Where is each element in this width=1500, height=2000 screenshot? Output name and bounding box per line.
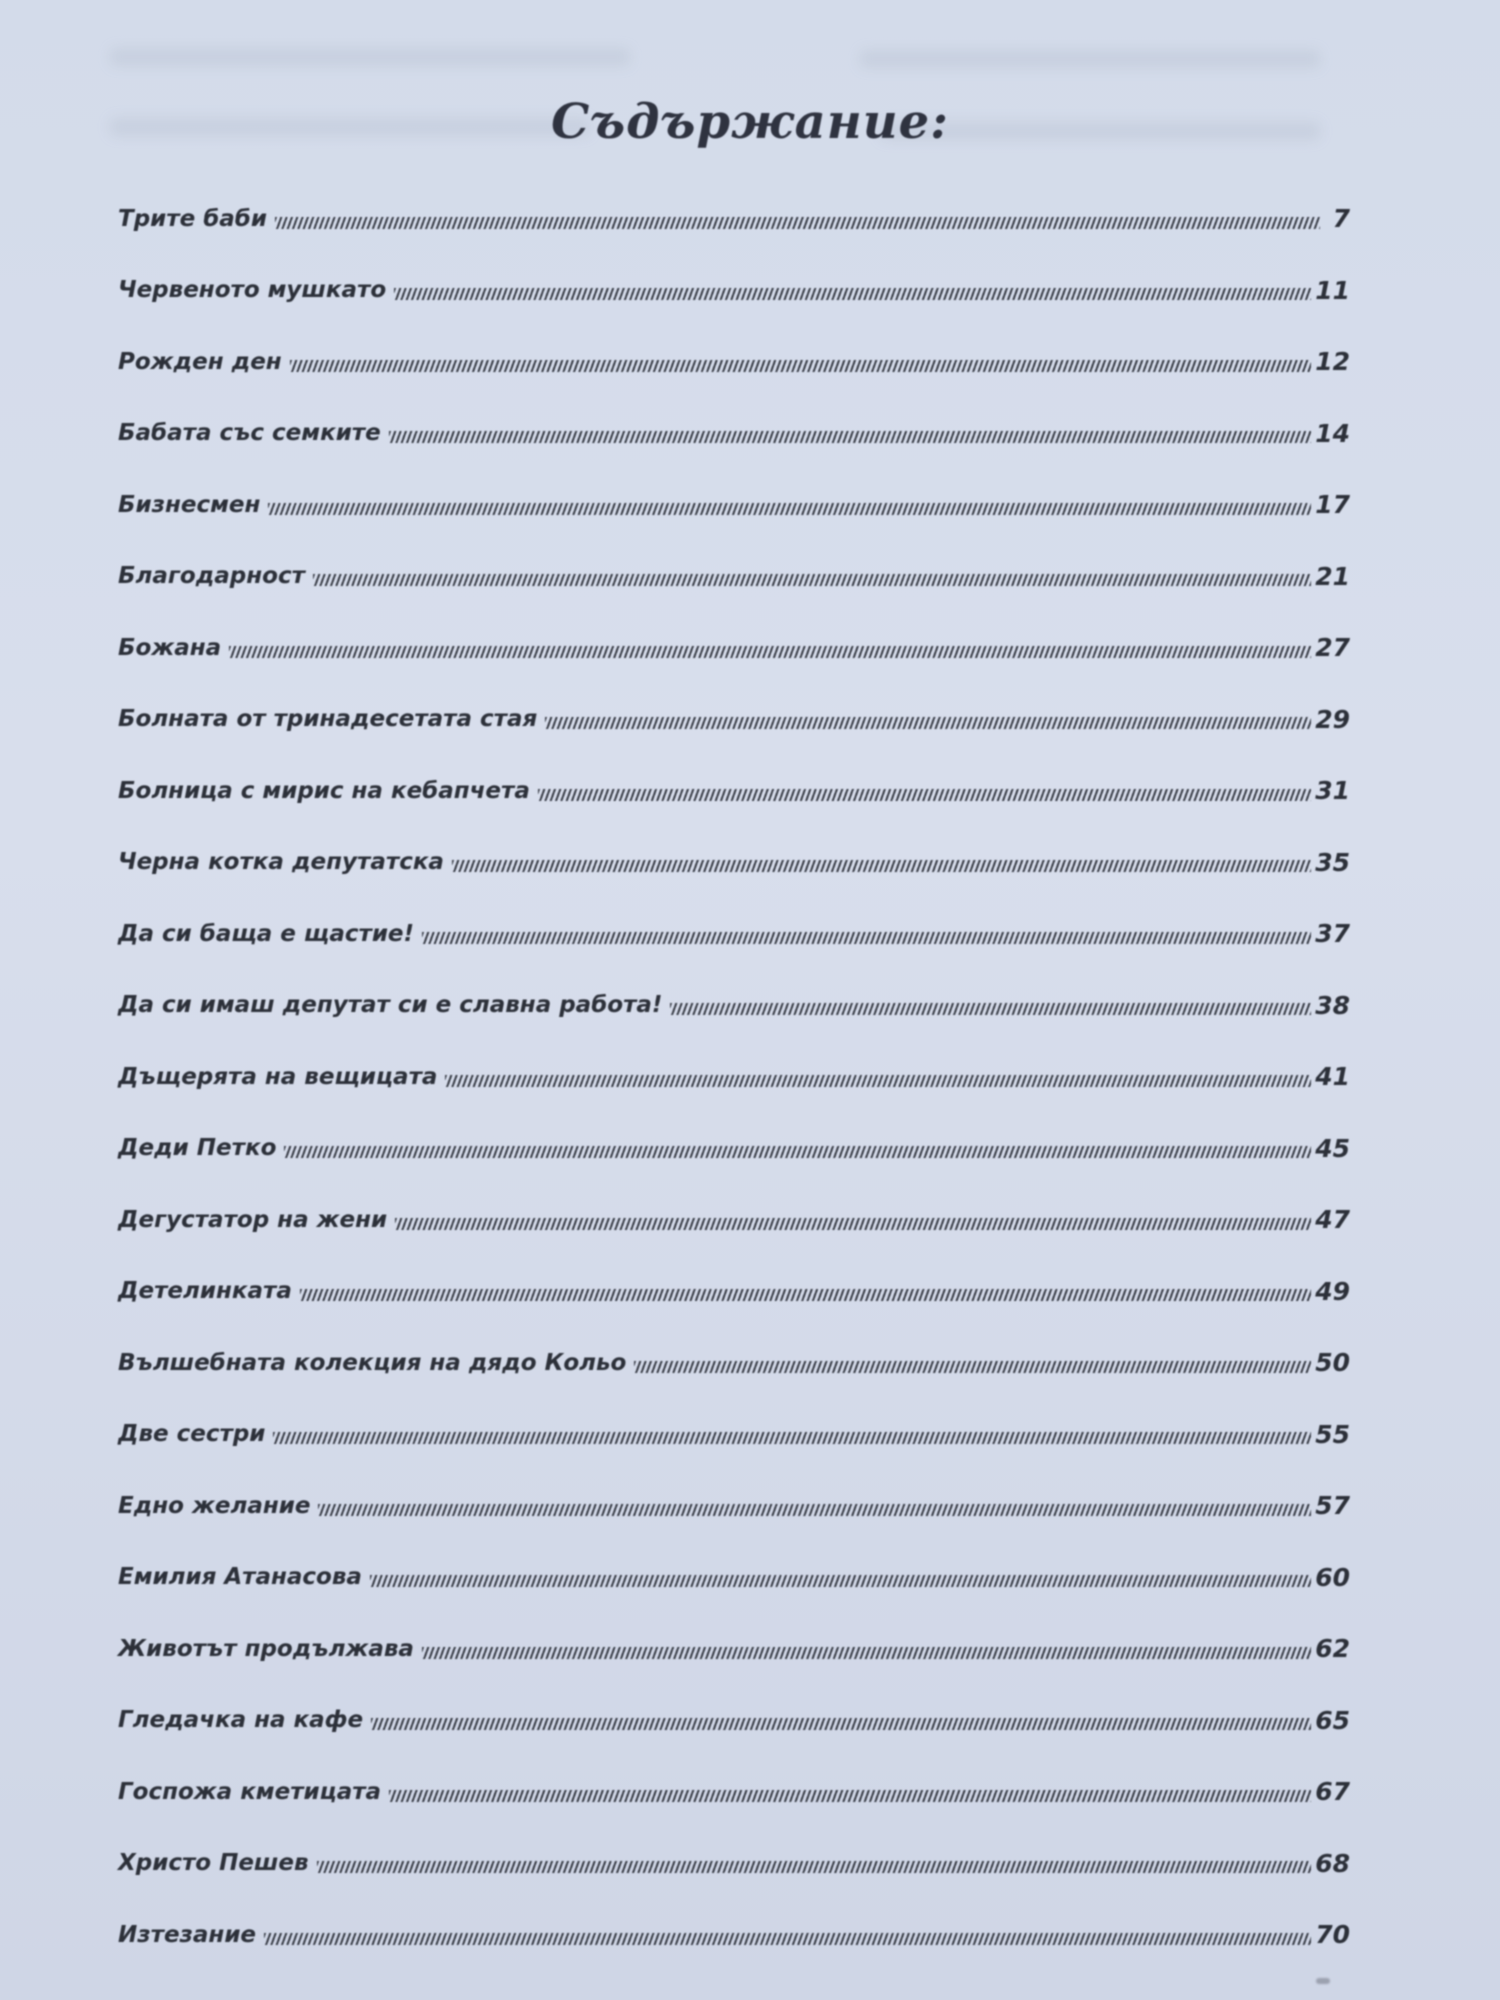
- dot-leader: [284, 1146, 1311, 1158]
- toc-entry-title: Животът продължава: [118, 1635, 414, 1662]
- toc-entry-title: Дъщерята на вещицата: [118, 1063, 438, 1090]
- toc-entry-title: Емилия Атанасова: [118, 1564, 362, 1591]
- toc-entry-page-number: 29: [1315, 704, 1350, 734]
- toc-entry: [118, 684, 1350, 756]
- dot-leader: [634, 1361, 1311, 1373]
- toc-entry-title: Рожден ден: [118, 348, 282, 375]
- toc-entry-title: Едно желание: [118, 1492, 311, 1519]
- toc-entry: [118, 1256, 1350, 1328]
- toc-entry: [118, 827, 1350, 899]
- toc-entry-title: Благодарност: [118, 563, 305, 590]
- dot-leader: [545, 717, 1311, 729]
- toc-entry-page-number: 12: [1315, 347, 1350, 377]
- toc-entry: [118, 755, 1350, 827]
- toc-entry-page-number: 38: [1315, 990, 1350, 1020]
- toc-entry: [118, 541, 1350, 613]
- page-title: Съдържание:: [551, 94, 949, 151]
- toc-entry: [118, 1685, 1350, 1757]
- dot-leader: [670, 1003, 1311, 1015]
- toc-entry-title: Вълшебната колекция на дядо Кольо: [118, 1349, 627, 1376]
- toc-entry: [118, 1184, 1350, 1256]
- toc-entry: [118, 1542, 1350, 1614]
- toc-entry-page-number: 49: [1315, 1276, 1350, 1306]
- toc-entry: [118, 1470, 1350, 1542]
- toc-entry-title: Госпожа кметицата: [118, 1778, 382, 1805]
- toc-entry-page-number: 17: [1315, 490, 1350, 520]
- toc-entry-title: Болница с мирис на кебапчета: [118, 777, 530, 804]
- dot-leader: [371, 1718, 1311, 1730]
- toc-entry-page-number: 62: [1315, 1634, 1350, 1664]
- toc-entry: [118, 970, 1350, 1042]
- dot-leader: [313, 574, 1311, 586]
- dot-leader: [317, 1861, 1312, 1873]
- toc-entry-page-number: 57: [1315, 1491, 1350, 1521]
- dot-leader: [290, 360, 1312, 372]
- toc-entry-title: Божана: [118, 634, 222, 661]
- toc-entry: [118, 1327, 1350, 1399]
- toc-entry-page-number: 60: [1315, 1562, 1350, 1592]
- toc-entry-page-number: 37: [1315, 919, 1350, 949]
- toc-entry-title: Да си имаш депутат си е славна работа!: [118, 992, 663, 1019]
- toc-entry: [118, 326, 1350, 398]
- toc-entry-page-number: 70: [1315, 1920, 1350, 1950]
- dot-leader: [275, 217, 1320, 229]
- dot-leader: [389, 1790, 1311, 1802]
- toc-entry: [118, 255, 1350, 327]
- toc-entry-title: Христо Пешев: [118, 1850, 309, 1877]
- toc-entry-page-number: 55: [1315, 1419, 1350, 1449]
- toc-entry-page-number: 21: [1315, 561, 1350, 591]
- toc-entry-page-number: 7: [1332, 204, 1350, 234]
- toc-entry-page-number: 67: [1315, 1777, 1350, 1807]
- bleed-through-line: [860, 50, 1320, 68]
- toc-entry-title: Да си баща е щастие!: [118, 920, 415, 947]
- dot-leader: [273, 1432, 1311, 1444]
- dot-leader: [370, 1575, 1311, 1587]
- toc-entry-title: Бабата със семките: [118, 420, 381, 447]
- toc-entry-page-number: 14: [1315, 418, 1350, 448]
- toc-entry: [118, 1613, 1350, 1685]
- dot-leader: [445, 1075, 1311, 1087]
- toc-entry-page-number: 47: [1315, 1205, 1350, 1235]
- toc-entry-page-number: 68: [1315, 1848, 1350, 1878]
- dot-leader: [389, 431, 1311, 443]
- dot-leader: [268, 503, 1311, 515]
- toc-entry: [118, 1041, 1350, 1113]
- toc-entry: [118, 1828, 1350, 1900]
- page-number-fragment: [1316, 1978, 1330, 1984]
- toc-entry: [118, 469, 1350, 541]
- dot-leader: [300, 1289, 1311, 1301]
- toc-entry: [118, 898, 1350, 970]
- toc-entry-page-number: 11: [1315, 275, 1350, 305]
- dot-leader: [394, 288, 1311, 300]
- dot-leader: [318, 1504, 1311, 1516]
- toc-entry-title: Дегустатор на жени: [118, 1206, 388, 1233]
- dot-leader: [395, 1218, 1311, 1230]
- toc-entry-title: Изтезание: [118, 1921, 257, 1948]
- toc-entry: [118, 183, 1350, 255]
- toc-entry-page-number: 35: [1315, 847, 1350, 877]
- dot-leader: [229, 646, 1311, 658]
- toc-entry: [118, 1899, 1350, 1971]
- dot-leader: [422, 1647, 1311, 1659]
- toc-entry-page-number: 50: [1315, 1348, 1350, 1378]
- toc-entry-title: Две сестри: [118, 1421, 266, 1448]
- table-of-contents: [118, 183, 1350, 1971]
- toc-entry-title: Болната от тринадесетата стая: [118, 706, 538, 733]
- toc-entry-page-number: 65: [1315, 1705, 1350, 1735]
- toc-entry-title: Червеното мушкато: [118, 277, 387, 304]
- toc-entry-page-number: 45: [1315, 1133, 1350, 1163]
- toc-entry: [118, 1756, 1350, 1828]
- toc-entry: [118, 398, 1350, 470]
- toc-entry-page-number: 41: [1315, 1062, 1350, 1092]
- dot-leader: [538, 789, 1311, 801]
- toc-entry-title: Детелинката: [118, 1278, 292, 1305]
- toc-entry-page-number: 31: [1315, 776, 1350, 806]
- toc-entry: [118, 612, 1350, 684]
- toc-entry: [118, 1399, 1350, 1471]
- dot-leader: [452, 860, 1311, 872]
- toc-entry-title: Деди Петко: [118, 1135, 277, 1162]
- bleed-through-line: [110, 48, 630, 66]
- dot-leader: [422, 932, 1311, 944]
- toc-entry-page-number: 27: [1315, 633, 1350, 663]
- dot-leader: [264, 1933, 1311, 1945]
- toc-entry-title: Черна котка депутатска: [118, 849, 444, 876]
- toc-entry: [118, 1113, 1350, 1185]
- toc-entry-title: Бизнесмен: [118, 491, 261, 518]
- toc-entry-title: Трите баби: [118, 205, 267, 232]
- toc-entry-title: Гледачка на кафе: [118, 1707, 364, 1734]
